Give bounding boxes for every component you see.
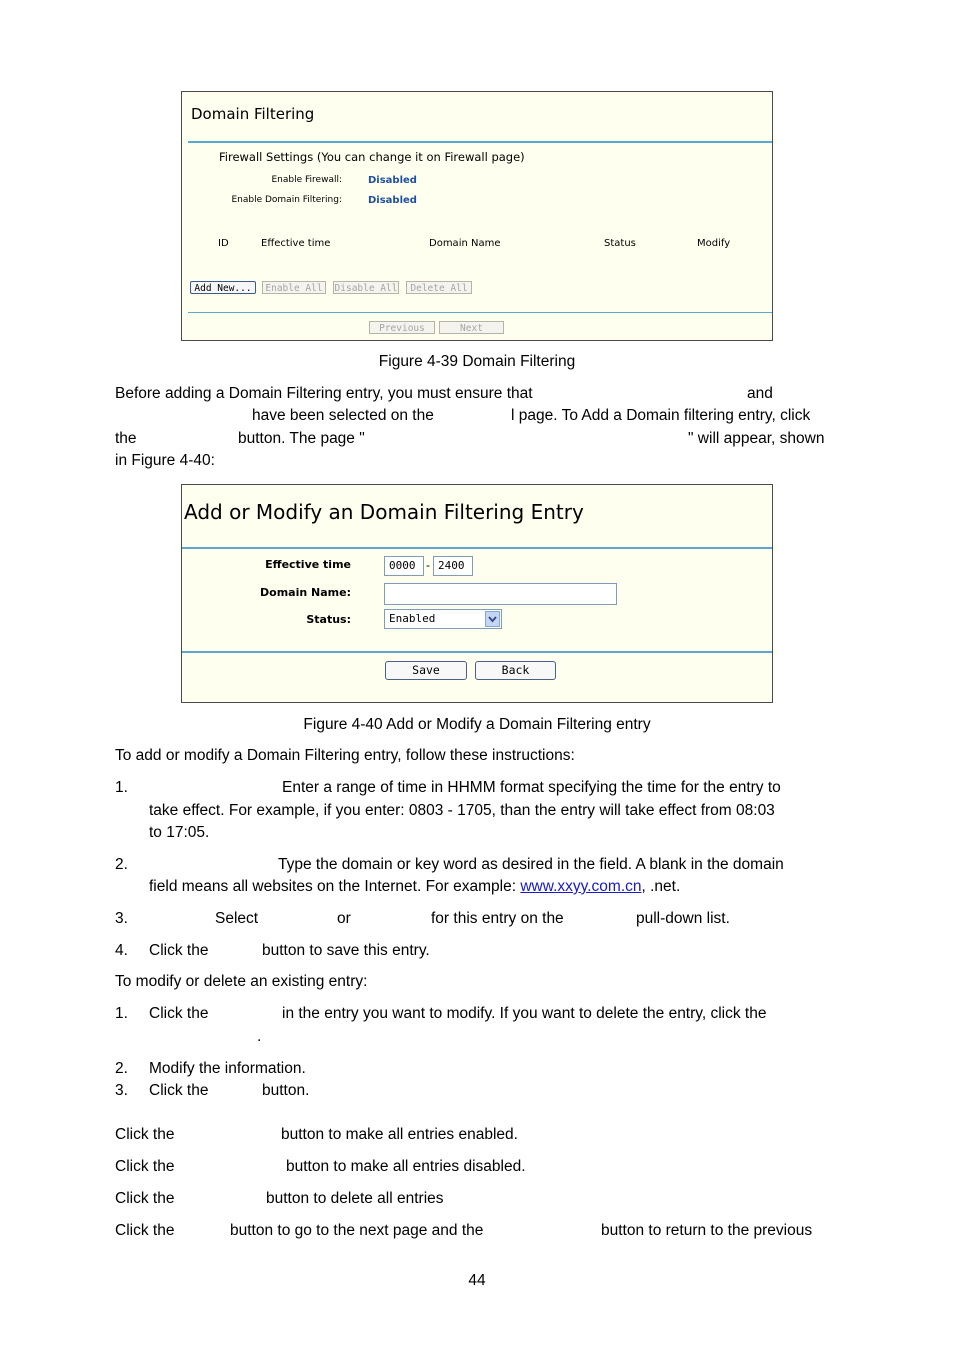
step-4-text-b: button to save this entry. bbox=[262, 942, 430, 959]
add-modify-entry-panel bbox=[181, 484, 773, 703]
page-number: 44 bbox=[468, 1272, 486, 1289]
modify-intro: To modify or delete an existing entry: bbox=[115, 973, 368, 990]
add-new-button[interactable]: Add New... bbox=[190, 281, 256, 294]
previous-button[interactable]: Previous bbox=[369, 321, 435, 334]
save-button[interactable]: Save bbox=[385, 661, 467, 680]
step-1-number: 1. bbox=[115, 779, 128, 796]
para-line1b: and bbox=[747, 385, 773, 402]
bottom-divider bbox=[182, 651, 772, 653]
para-line3c: " will appear, shown bbox=[688, 430, 825, 447]
bulk-2-b: button to make all entries disabled. bbox=[286, 1158, 526, 1175]
delete-all-button[interactable]: Delete All bbox=[406, 281, 472, 294]
step-3-text-b: or bbox=[337, 910, 351, 927]
status-select-value: Enabled bbox=[389, 612, 436, 625]
chevron-down-icon[interactable] bbox=[485, 611, 500, 627]
modify-step-3-number: 3. bbox=[115, 1082, 128, 1099]
bulk-4-c: button to return to the previous bbox=[601, 1222, 813, 1239]
figure-caption-4-39: Figure 4-39 Domain Filtering bbox=[378, 353, 576, 370]
domain-name-label: Domain Name: bbox=[260, 586, 351, 599]
step-1-text-b: take effect. For example, if you enter: 0803 - 1705, than the entry will take effect from 08:03 bbox=[149, 802, 775, 819]
para-line1a: Before adding a Domain Filtering entry, you must ensure that bbox=[115, 385, 533, 402]
column-status: Status bbox=[604, 238, 636, 249]
bulk-1-b: button to make all entries enabled. bbox=[281, 1126, 518, 1143]
instructions-intro: To add or modify a Domain Filtering entry, follow these instructions: bbox=[115, 747, 575, 764]
domain-filtering-panel bbox=[181, 91, 773, 341]
column-modify: Modify bbox=[697, 238, 731, 249]
step-2-text-b-start: field means all websites on the Internet. For example: bbox=[149, 878, 517, 895]
column-domain-name: Domain Name bbox=[429, 238, 501, 249]
time-separator: - bbox=[426, 558, 430, 572]
time-end-input[interactable]: 2400 bbox=[433, 556, 473, 576]
para-line4: in Figure 4-40: bbox=[115, 452, 215, 469]
para-line2b: l page. To Add a Domain filtering entry, click bbox=[511, 407, 811, 424]
enable-firewall-value: Disabled bbox=[368, 175, 417, 186]
modify-step-2-text: Modify the information. bbox=[149, 1060, 306, 1077]
modify-step-1-number: 1. bbox=[115, 1005, 128, 1022]
step-2-text-c: , .net. bbox=[641, 878, 681, 895]
effective-time-label: Effective time bbox=[265, 558, 351, 571]
modify-step-1-text-a: Click the bbox=[149, 1005, 209, 1022]
bulk-1-a: Click the bbox=[115, 1126, 175, 1143]
step-3-number: 3. bbox=[115, 910, 128, 927]
enable-firewall-label: Enable Firewall: bbox=[271, 175, 342, 185]
time-start-input[interactable]: 0000 bbox=[384, 556, 424, 576]
step-1-text-a: Enter a range of time in HHMM format specifying the time for the entry to bbox=[282, 779, 781, 796]
panel-title: Add or Modify an Domain Filtering Entry bbox=[184, 500, 584, 524]
para-line3b: button. The page " bbox=[238, 430, 365, 447]
status-label: Status: bbox=[306, 613, 351, 626]
modify-step-1-text-c: . bbox=[257, 1028, 262, 1045]
step-1-text-c: to 17:05. bbox=[149, 824, 210, 841]
status-select[interactable] bbox=[384, 609, 502, 629]
enable-domain-filtering-value: Disabled bbox=[368, 195, 417, 206]
disable-all-button[interactable]: Disable All bbox=[334, 283, 398, 294]
step-3-text-d: pull-down list. bbox=[636, 910, 730, 927]
panel-title: Domain Filtering bbox=[191, 105, 315, 123]
column-id: ID bbox=[218, 238, 229, 249]
bulk-3-b: button to delete all entries bbox=[266, 1190, 444, 1207]
step-2-text-b bbox=[149, 876, 680, 898]
title-divider bbox=[182, 547, 772, 549]
next-button[interactable]: Next bbox=[439, 321, 504, 334]
step-2-number: 2. bbox=[115, 856, 128, 873]
bulk-3-a: Click the bbox=[115, 1190, 175, 1207]
modify-step-3-text-b: button. bbox=[262, 1082, 310, 1099]
domain-name-input[interactable] bbox=[384, 583, 617, 605]
bulk-4-a: Click the bbox=[115, 1222, 175, 1239]
bottom-divider bbox=[188, 312, 772, 313]
step-4-number: 4. bbox=[115, 942, 128, 959]
modify-step-1-text-b: in the entry you want to modify. If you want to delete the entry, click the bbox=[282, 1005, 767, 1022]
firewall-settings-heading: Firewall Settings (You can change it on Firewall page) bbox=[219, 150, 525, 164]
enable-domain-filtering-label: Enable Domain Filtering: bbox=[231, 195, 342, 205]
bulk-4-b: button to go to the next page and the bbox=[230, 1222, 484, 1239]
title-divider bbox=[188, 141, 772, 143]
modify-step-2-number: 2. bbox=[115, 1060, 128, 1077]
enable-all-button[interactable]: Enable All bbox=[262, 281, 326, 294]
modify-step-3-text-a: Click the bbox=[149, 1082, 209, 1099]
step-3-text-c: for this entry on the bbox=[431, 910, 564, 927]
para-line3a: the bbox=[115, 430, 137, 447]
step-3-text-a: Select bbox=[215, 910, 259, 927]
para-line2a: have been selected on the bbox=[252, 407, 434, 424]
step-2-text-a: Type the domain or key word as desired in the field. A blank in the domain bbox=[278, 856, 784, 873]
figure-caption-4-40: Figure 4-40 Add or Modify a Domain Filtering entry bbox=[303, 716, 651, 733]
bulk-2-a: Click the bbox=[115, 1158, 175, 1175]
back-button[interactable]: Back bbox=[475, 661, 556, 680]
column-effective-time: Effective time bbox=[261, 238, 331, 249]
example-link[interactable]: www.xxyy.com.cn bbox=[520, 878, 642, 895]
step-4-text-a: Click the bbox=[149, 942, 209, 959]
